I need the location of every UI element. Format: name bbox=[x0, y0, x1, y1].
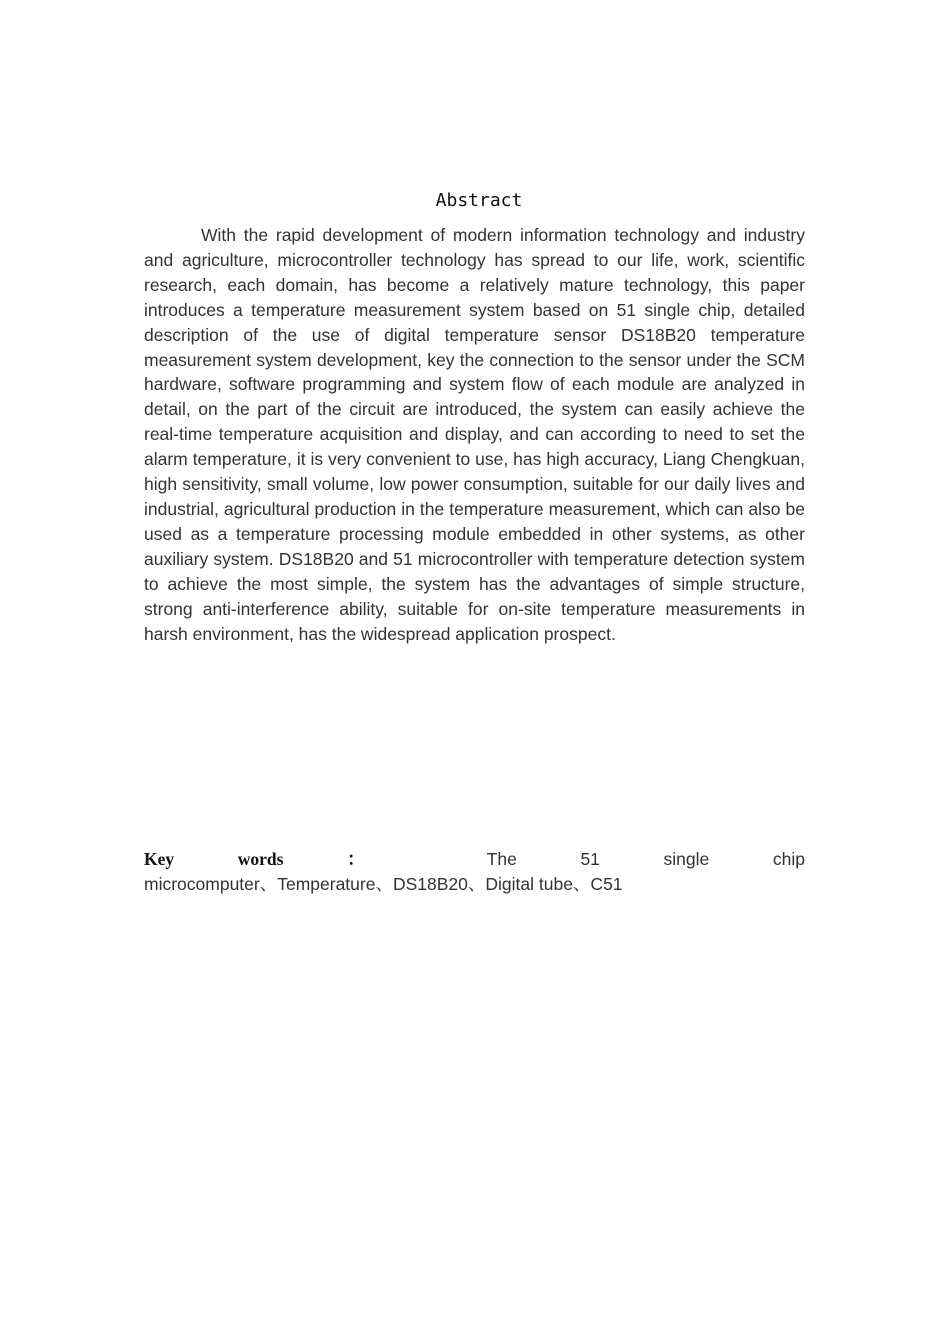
abstract-body: With the rapid development of modern information technology and industry and agriculture, microcontroller technology has spread to our life, work, scientific research, each domain, has become a relatively mature technology, this paper introduces a temperature measurement system based on 51 single chip, detailed description of the use of digital temperature sensor DS18B20 temperature measurement system development, key the connection to the sensor under the SCM hardware, software programming and system flow of each module are analyzed in detail, on the part of the circuit are introduced, the system can easily achieve the real-time temperature acquisition and display, and can according to need to set the alarm temperature, it is very convenient to use, has high accuracy, Liang Chengkuan, high sensitivity, small volume, low power consumption, suitable for our daily lives and industrial, agricultural production in the temperature measurement, which can also be used as a temperature processing module embedded in other systems, as other auxiliary system. DS18B20 and 51 microcontroller with temperature detection system to achieve the most simple, the system has the advantages of simple structure, strong anti-interference ability, suitable for on-site temperature measurements in harsh environment, has the widespread application prospect. bbox=[144, 225, 805, 644]
abstract-title: Abstract bbox=[435, 190, 523, 211]
keywords-line-1 bbox=[144, 847, 805, 872]
keywords-label-colon: ： bbox=[347, 849, 424, 869]
keyword-word: 51 bbox=[580, 849, 600, 869]
keyword-word: single bbox=[663, 849, 710, 869]
keywords-label-words: words bbox=[237, 849, 284, 869]
keyword-word: chip bbox=[772, 849, 806, 869]
keywords-label-key: Key bbox=[144, 849, 175, 869]
keyword-word: The bbox=[486, 849, 517, 869]
keywords-line-2: microcomputer、Temperature、DS18B20、Digital tube、C51 bbox=[144, 874, 623, 894]
